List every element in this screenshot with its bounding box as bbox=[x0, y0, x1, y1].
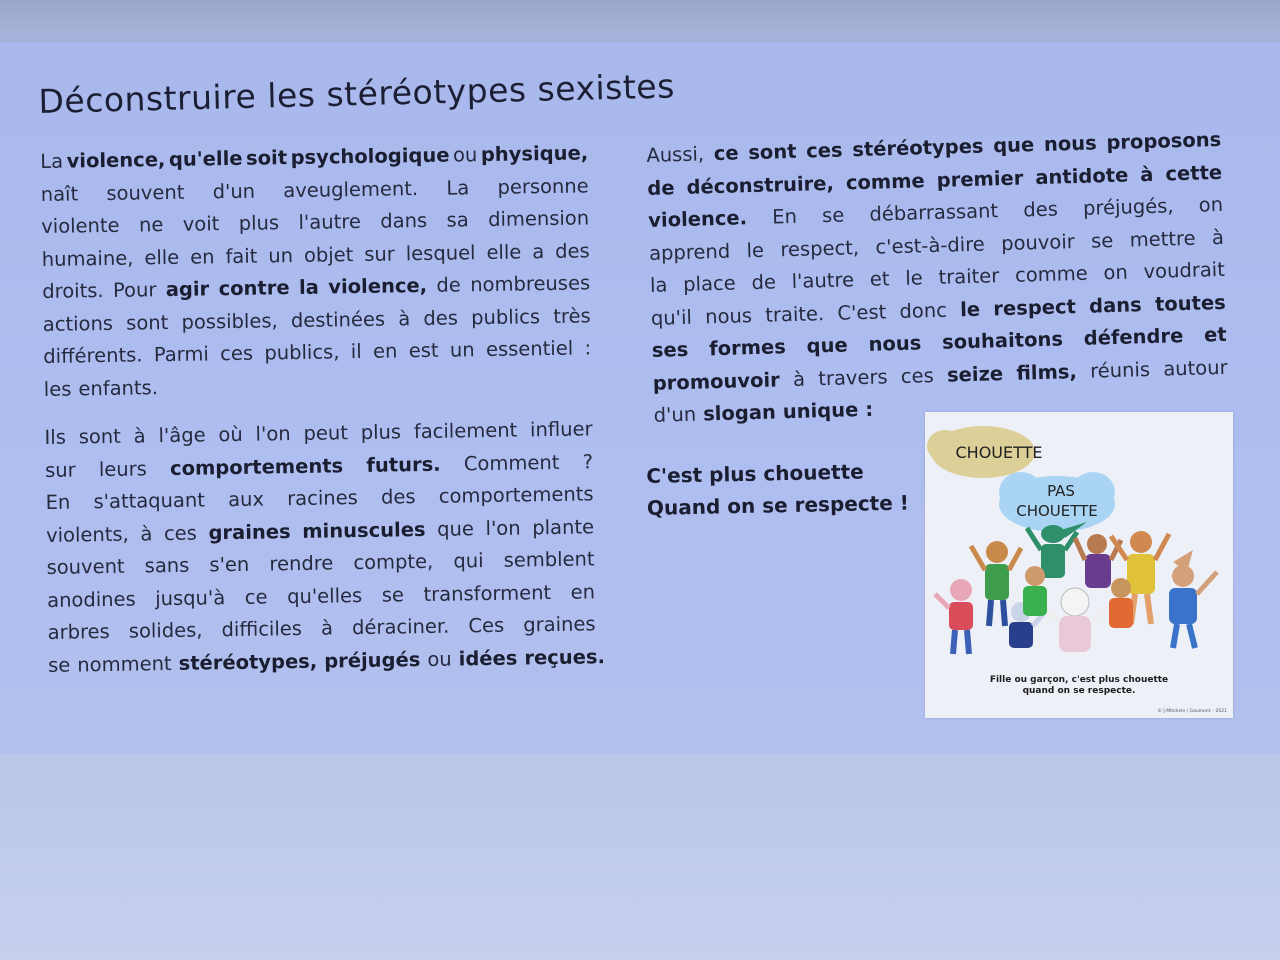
word: Pour bbox=[112, 278, 157, 302]
word: souvent bbox=[106, 180, 185, 205]
word: personne bbox=[497, 173, 589, 199]
word: violents, bbox=[45, 522, 129, 547]
word: difficiles bbox=[221, 616, 303, 642]
word: ces bbox=[900, 363, 935, 388]
emphasized-word: formes bbox=[708, 335, 787, 361]
word: le bbox=[904, 266, 924, 290]
word: Parmi bbox=[153, 342, 209, 367]
word: facilement bbox=[413, 418, 518, 444]
word: où bbox=[218, 422, 243, 447]
word: comme bbox=[1014, 261, 1088, 287]
poster-image bbox=[925, 412, 1233, 718]
word: en bbox=[372, 339, 398, 363]
word: comportements bbox=[438, 482, 594, 508]
word: traite. bbox=[764, 301, 825, 327]
word: qui bbox=[453, 549, 484, 573]
emphasized-word: stéréotypes, bbox=[178, 649, 318, 675]
emphasized-word: cette bbox=[1165, 160, 1223, 186]
emphasized-word: : bbox=[864, 397, 874, 421]
word: ? bbox=[582, 449, 594, 474]
emphasized-word: déconstruire, bbox=[686, 171, 835, 199]
word: humaine, bbox=[41, 246, 134, 271]
emphasized-word: comme bbox=[845, 168, 925, 194]
word: publics bbox=[470, 304, 541, 329]
word: traiter bbox=[938, 264, 1000, 289]
word: La bbox=[446, 175, 470, 200]
word: nous bbox=[704, 303, 753, 328]
word: elle bbox=[486, 239, 522, 264]
character-fox bbox=[1169, 550, 1217, 648]
paragraph bbox=[40, 137, 592, 406]
slogan bbox=[646, 454, 947, 524]
word: l'on bbox=[255, 422, 291, 446]
word: l'autre bbox=[791, 268, 855, 293]
word: à bbox=[140, 521, 153, 545]
word: à bbox=[133, 424, 146, 448]
word: respect, bbox=[780, 235, 860, 261]
word: jusqu'à bbox=[155, 585, 226, 610]
emphasized-word: promouvoir bbox=[652, 367, 781, 395]
word: dimension bbox=[487, 206, 590, 231]
word: se bbox=[1090, 228, 1114, 253]
word: Ces bbox=[468, 613, 505, 638]
word: elle bbox=[144, 245, 180, 269]
word: Aussi, bbox=[646, 142, 705, 167]
word: Ils bbox=[44, 425, 67, 449]
poster-caption-2: quand on se respecte. bbox=[1022, 686, 1136, 696]
word: travers bbox=[817, 364, 888, 390]
word: aux bbox=[227, 487, 265, 512]
word: déraciner. bbox=[351, 614, 450, 640]
emphasized-word: soit bbox=[245, 146, 288, 170]
word: l'âge bbox=[158, 423, 206, 448]
emphasized-word: ces bbox=[805, 138, 843, 163]
word: s'en bbox=[209, 552, 250, 577]
word: l'autre bbox=[298, 209, 362, 234]
word: on bbox=[1198, 192, 1224, 217]
word: souvent bbox=[46, 554, 125, 579]
word: voudrait bbox=[1143, 257, 1226, 284]
word: destinées bbox=[290, 307, 386, 332]
word: a bbox=[532, 239, 545, 263]
word: apprend bbox=[648, 239, 731, 265]
word: à bbox=[1211, 225, 1225, 249]
emphasized-word: films, bbox=[1016, 359, 1078, 385]
word: sa bbox=[446, 208, 469, 232]
word: des bbox=[380, 485, 416, 509]
emphasized-word: sont bbox=[747, 139, 797, 165]
word: compte, bbox=[353, 549, 434, 575]
word: différents. bbox=[43, 343, 143, 368]
emphasized-word: stéréotypes bbox=[851, 134, 984, 162]
word: objet bbox=[303, 242, 354, 267]
poster-illustration bbox=[925, 412, 1233, 718]
word: un bbox=[449, 338, 475, 362]
word: pouvoir bbox=[1000, 229, 1076, 255]
word: Comment bbox=[463, 450, 560, 475]
word: s'attaquant bbox=[93, 488, 206, 514]
word: préjugés, bbox=[1082, 194, 1174, 220]
word: influer bbox=[529, 417, 593, 442]
paragraph bbox=[44, 413, 606, 682]
emphasized-word: idées bbox=[458, 646, 518, 670]
emphasized-word: à bbox=[1139, 162, 1154, 186]
word: plus bbox=[238, 211, 280, 235]
emphasized-word: contre bbox=[218, 276, 290, 301]
word: un bbox=[268, 243, 294, 267]
word: leurs bbox=[98, 456, 147, 481]
word: La bbox=[40, 149, 64, 173]
word: possibles, bbox=[181, 308, 278, 334]
emphasized-word: psychologique bbox=[290, 143, 450, 170]
left-column bbox=[40, 137, 606, 682]
word: le bbox=[746, 238, 765, 262]
document-page-lower bbox=[0, 754, 1280, 960]
word: sur bbox=[364, 241, 396, 266]
word: les bbox=[43, 377, 72, 401]
emphasized-word: défendre bbox=[1083, 324, 1184, 350]
emphasized-word: la bbox=[298, 275, 320, 299]
word: semblent bbox=[503, 547, 595, 572]
emphasized-word: respect bbox=[993, 294, 1077, 320]
word: mettre bbox=[1129, 226, 1196, 252]
emphasized-word: futurs. bbox=[366, 452, 441, 477]
emphasized-word: nous bbox=[868, 331, 922, 356]
word: aveuglement. bbox=[283, 176, 419, 202]
emphasized-word: préjugés bbox=[324, 647, 421, 673]
emphasized-word: slogan bbox=[702, 400, 777, 426]
word: lesquel bbox=[405, 240, 476, 265]
word: à bbox=[320, 616, 334, 640]
character-white-bunny bbox=[1043, 588, 1107, 652]
word: droits. bbox=[42, 279, 104, 303]
emphasized-word: que bbox=[806, 333, 848, 358]
word: ou bbox=[452, 143, 478, 167]
word: En bbox=[771, 204, 798, 229]
word: sont bbox=[126, 310, 169, 335]
emphasized-word: nous bbox=[1043, 131, 1098, 156]
character-pig bbox=[935, 579, 973, 654]
emphasized-word: proposons bbox=[1106, 127, 1222, 155]
word: place bbox=[682, 271, 737, 297]
word: arbres bbox=[47, 619, 110, 644]
slogan-line-1: C'est plus chouette bbox=[646, 459, 864, 488]
word: de bbox=[751, 270, 777, 295]
emphasized-word: souhaitons bbox=[941, 327, 1064, 354]
word: fait bbox=[225, 244, 258, 268]
word: en bbox=[570, 579, 596, 604]
emphasized-word: que bbox=[992, 133, 1035, 158]
emphasized-word: seize bbox=[946, 361, 1004, 387]
emphasized-word: dans bbox=[1088, 292, 1143, 318]
word: naît bbox=[40, 181, 79, 206]
word: sans bbox=[144, 553, 190, 578]
emphasized-word: ce bbox=[713, 141, 739, 166]
poster-credit: © J.Mitchele / Gaumont – 2021 bbox=[1157, 709, 1227, 714]
word: nomment bbox=[77, 651, 172, 676]
word: dans bbox=[380, 208, 428, 233]
emphasized-word: le bbox=[959, 297, 981, 321]
word: rendre bbox=[269, 551, 334, 576]
word: des bbox=[554, 238, 590, 263]
word: donc bbox=[899, 298, 948, 323]
cartoon-characters bbox=[935, 522, 1217, 654]
word: En bbox=[45, 490, 71, 514]
emphasized-word: unique bbox=[782, 398, 859, 424]
word: peut bbox=[303, 421, 349, 445]
word: essentiel bbox=[485, 336, 574, 362]
poster-caption-1: Fille ou garçon, c'est plus chouette bbox=[989, 675, 1169, 685]
word: solides, bbox=[128, 618, 203, 643]
emphasized-word: et bbox=[1203, 322, 1227, 347]
bubble-top-text: CHOUETTE bbox=[955, 443, 1043, 462]
emphasized-word: physique, bbox=[480, 141, 589, 167]
emphasized-word: qu'elle bbox=[168, 146, 243, 171]
emphasized-word: agir bbox=[165, 277, 210, 302]
word: actions bbox=[42, 311, 114, 336]
word: anodines bbox=[46, 587, 136, 612]
word: ces bbox=[163, 521, 198, 545]
bubble-bottom-text-2: CHOUETTE bbox=[1016, 502, 1098, 520]
word: très bbox=[553, 303, 591, 328]
word: des bbox=[423, 305, 459, 330]
word: ne bbox=[138, 213, 164, 237]
word: enfants. bbox=[78, 375, 159, 400]
word: autour bbox=[1162, 355, 1228, 381]
emphasized-word: violence, bbox=[328, 273, 428, 299]
emphasized-word: minuscules bbox=[302, 517, 426, 543]
word: à bbox=[792, 367, 806, 391]
word: nombreuses bbox=[470, 271, 591, 297]
word: graines bbox=[523, 612, 596, 637]
page-title: Déconstruire les stéréotypes sexistes bbox=[38, 66, 676, 121]
word: de bbox=[436, 273, 461, 297]
emphasized-word: toutes bbox=[1154, 290, 1227, 316]
word: se bbox=[821, 203, 845, 228]
word: qu'il bbox=[650, 305, 693, 330]
word: racines bbox=[286, 486, 358, 511]
emphasized-word: comportements bbox=[169, 453, 344, 480]
word: réunis bbox=[1089, 357, 1151, 383]
word: transforment bbox=[423, 580, 552, 606]
word: publics, bbox=[264, 340, 340, 365]
right-column bbox=[646, 124, 1229, 432]
word: qu'elles bbox=[286, 583, 363, 608]
paragraph bbox=[646, 124, 1229, 432]
character-orange bbox=[1109, 578, 1133, 628]
word: d'un bbox=[653, 402, 697, 427]
word: voit bbox=[182, 212, 220, 236]
character-green bbox=[1023, 566, 1047, 616]
background-strip bbox=[0, 0, 1280, 44]
word: : bbox=[584, 336, 592, 360]
emphasized-word: ses bbox=[651, 337, 689, 362]
word: ce bbox=[244, 584, 268, 609]
word: se bbox=[47, 653, 71, 677]
word: ces bbox=[219, 341, 254, 366]
emphasized-word: antidote bbox=[1034, 163, 1129, 189]
word: c'est-à-dire bbox=[875, 232, 986, 259]
emphasized-word: violence. bbox=[647, 206, 748, 232]
word: est bbox=[408, 338, 439, 363]
word: d'un bbox=[212, 179, 256, 203]
emphasized-word: reçues. bbox=[524, 644, 606, 669]
emphasized-word: graines bbox=[208, 519, 291, 544]
word: C'est bbox=[837, 299, 887, 325]
word: se bbox=[381, 582, 405, 607]
word: il bbox=[350, 339, 362, 364]
emphasized-word: de bbox=[647, 175, 675, 200]
word: à bbox=[398, 306, 411, 330]
word: sur bbox=[44, 457, 76, 482]
word: sont bbox=[78, 424, 122, 449]
word: plante bbox=[532, 514, 595, 539]
word: l'on bbox=[485, 515, 521, 540]
word: des bbox=[1022, 197, 1059, 222]
word: violente bbox=[41, 213, 120, 238]
word: plus bbox=[360, 420, 402, 444]
word: on bbox=[1103, 260, 1129, 285]
word: la bbox=[649, 273, 668, 297]
emphasized-word: violence, bbox=[66, 148, 166, 173]
word: en bbox=[189, 244, 215, 269]
emphasized-word: premier bbox=[936, 165, 1024, 192]
bubble-bottom-text-1: PAS bbox=[1047, 482, 1075, 500]
word: ou bbox=[427, 647, 452, 671]
word: débarrassant bbox=[869, 199, 999, 226]
word: que bbox=[437, 516, 475, 541]
word: et bbox=[869, 267, 890, 291]
slogan-line-2: Quand on se respecte ! bbox=[646, 490, 910, 520]
